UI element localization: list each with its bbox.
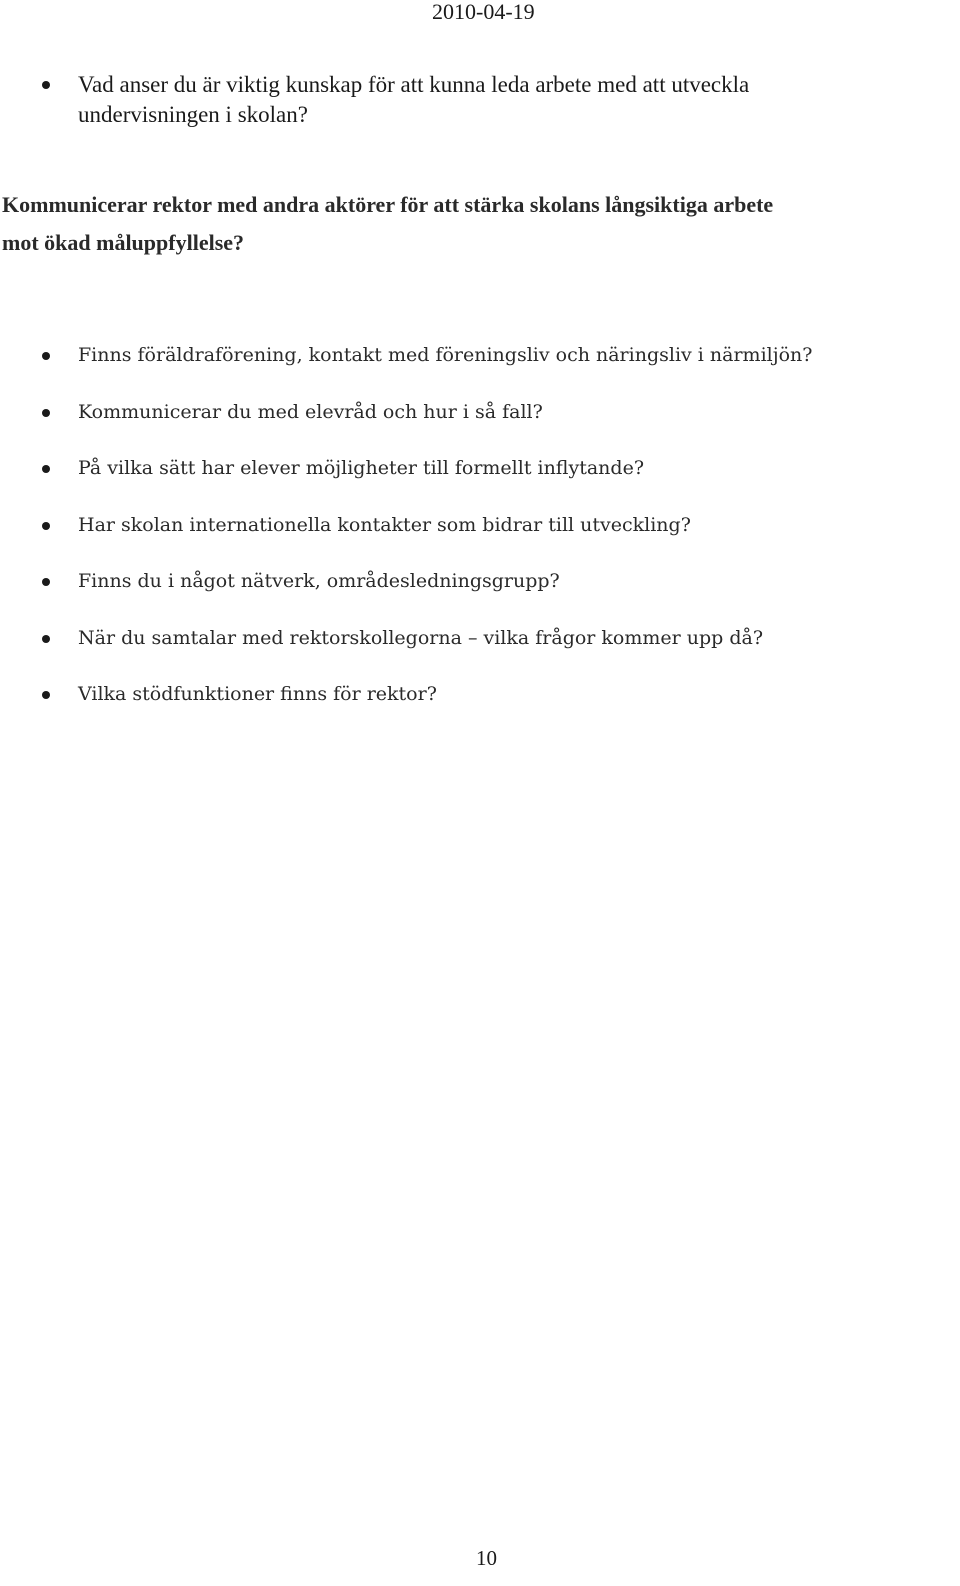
bullet-icon	[42, 578, 50, 586]
question-list-1	[0, 70, 749, 130]
list-item-text: Kommunicerar du med elevråd och hur i så fall?	[78, 400, 543, 423]
bullet-icon	[42, 352, 50, 360]
list-item-text: Finns föräldraförening, kontakt med föreningsliv och näringsliv i närmiljön?	[78, 344, 813, 366]
bullet-icon	[42, 522, 50, 530]
bullet-icon	[42, 81, 50, 89]
question-list-2	[0, 327, 812, 723]
section-heading	[2, 186, 957, 262]
bullet-icon	[42, 409, 50, 417]
list-item	[0, 610, 812, 667]
list-item	[0, 497, 812, 554]
section-heading-line: Kommunicerar rektor med andra aktörer för att stärka skolans långsiktiga arbete	[2, 192, 774, 217]
list-item-text: När du samtalar med rektorskollegorna – vilka frågor kommer upp då?	[78, 626, 764, 649]
list-item-text: På vilka sätt har elever möjligheter till formellt inflytande?	[78, 457, 645, 479]
list-item-text: Har skolan internationella kontakter som bidrar till utveckling?	[78, 513, 691, 536]
list-item-line: Vad anser du är viktig kunskap för att kunna leda arbete med att utveckla	[78, 72, 750, 97]
section-heading-line: mot ökad måluppfyllelse?	[2, 230, 245, 255]
bullet-icon	[42, 635, 50, 643]
header-date: 2010-04-19	[432, 0, 535, 24]
bullet-icon	[42, 691, 50, 699]
list-item	[0, 553, 812, 610]
list-item-text: Finns du i något nätverk, områdesledningsgrupp?	[78, 570, 560, 592]
page-number: 10	[476, 1546, 497, 1570]
bullet-icon	[42, 465, 50, 473]
list-item	[0, 666, 812, 723]
list-item	[0, 70, 749, 130]
list-item-line: undervisningen i skolan?	[78, 102, 308, 127]
list-item	[0, 327, 812, 384]
list-item	[0, 384, 812, 441]
list-item	[0, 440, 812, 497]
list-item-text: Vilka stödfunktioner finns för rektor?	[78, 683, 437, 705]
